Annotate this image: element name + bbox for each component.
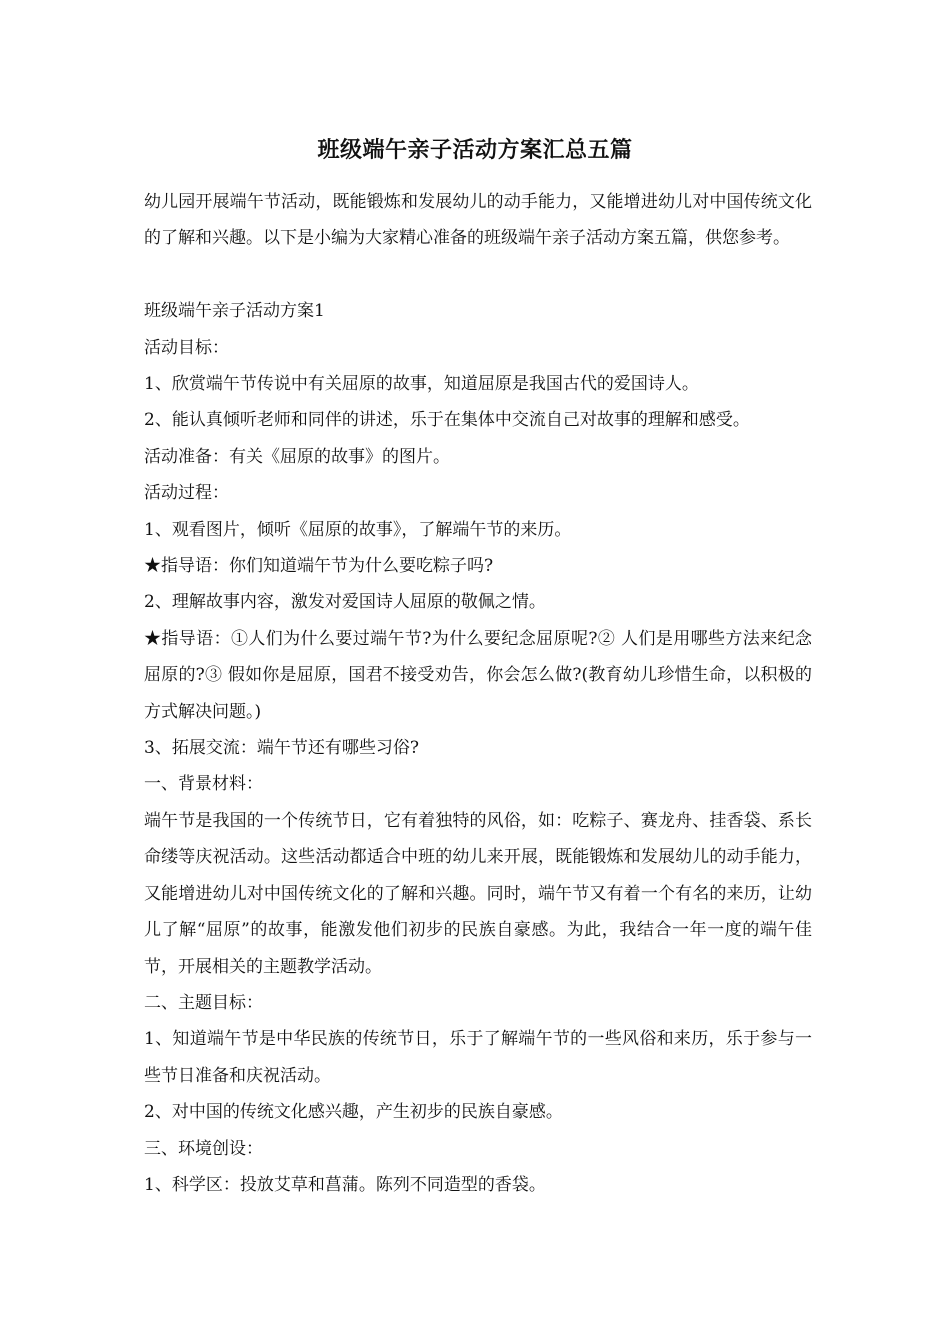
list-item: 2、能认真倾听老师和同伴的讲述，乐于在集体中交流自己对故事的理解和感受。 bbox=[144, 410, 750, 431]
list-item: 2、理解故事内容，激发对爱国诗人屈原的敬佩之情。 bbox=[144, 592, 546, 613]
subheading-environment: 三、环境创设： bbox=[144, 1138, 263, 1159]
section-heading: 班级端午亲子活动方案1 bbox=[144, 301, 325, 322]
list-item: 3、拓展交流：端午节还有哪些习俗? bbox=[144, 738, 419, 759]
list-item: 1、欣赏端午节传说中有关屈原的故事，知道屈原是我国古代的爱国诗人。 bbox=[144, 374, 699, 395]
subheading-goals: 活动目标： bbox=[144, 337, 229, 358]
document-title: 班级端午亲子活动方案汇总五篇 bbox=[317, 137, 633, 163]
list-item: 1、科学区：投放艾草和菖蒲。陈列不同造型的香袋。 bbox=[144, 1174, 546, 1195]
preparation-line: 活动准备：有关《屈原的故事》的图片。 bbox=[144, 446, 450, 467]
subheading-theme-goals: 二、主题目标： bbox=[144, 992, 263, 1013]
guide-line: ★指导语：你们知道端午节为什么要吃粽子吗? bbox=[144, 556, 494, 577]
intro-paragraph: 幼儿园开展端午节活动，既能锻炼和发展幼儿的动手能力，又能增进幼儿对中国传统文化的了解和兴趣。以下是小编为大家精心准备的班级端午亲子活动方案五篇，供您参考。 bbox=[144, 192, 812, 249]
paragraph-spacer bbox=[144, 257, 812, 293]
subheading-background: 一、背景材料： bbox=[144, 774, 263, 795]
document-body bbox=[144, 184, 812, 1203]
list-item: 1、观看图片，倾听《屈原的故事》，了解端午节的来历。 bbox=[144, 519, 572, 540]
guide-line: ★指导语：①人们为什么要过端午节?为什么要纪念屈原呢?② 人们是用哪些方法来纪念屈原的?③ 假如你是屈原，国君不接受劝告，你会怎么做?(教育幼儿珍惜生命，以积极的方式解决问题。) bbox=[144, 628, 812, 722]
list-item: 1、知道端午节是中华民族的传统节日，乐于了解端午节的一些风俗和来历，乐于参与一些节日准备和庆祝活动。 bbox=[144, 1029, 812, 1086]
subheading-process: 活动过程： bbox=[144, 483, 229, 504]
list-item: 2、对中国的传统文化感兴趣，产生初步的民族自豪感。 bbox=[144, 1102, 563, 1123]
background-paragraph: 端午节是我国的一个传统节日，它有着独特的风俗，如：吃粽子、赛龙舟、挂香袋、系长命缕等庆祝活动。这些活动都适合中班的幼儿来开展，既能锻炼和发展幼儿的动手能力，又能增进幼儿对中国传统文化的了解和兴趣。同时，端午节又有着一个有名的来历，让幼儿了解“屈原”的故事，能激发他们初步的民族自豪感。为此，我结合一年一度的端午佳节，开展相关的主题教学活动。 bbox=[144, 810, 812, 977]
